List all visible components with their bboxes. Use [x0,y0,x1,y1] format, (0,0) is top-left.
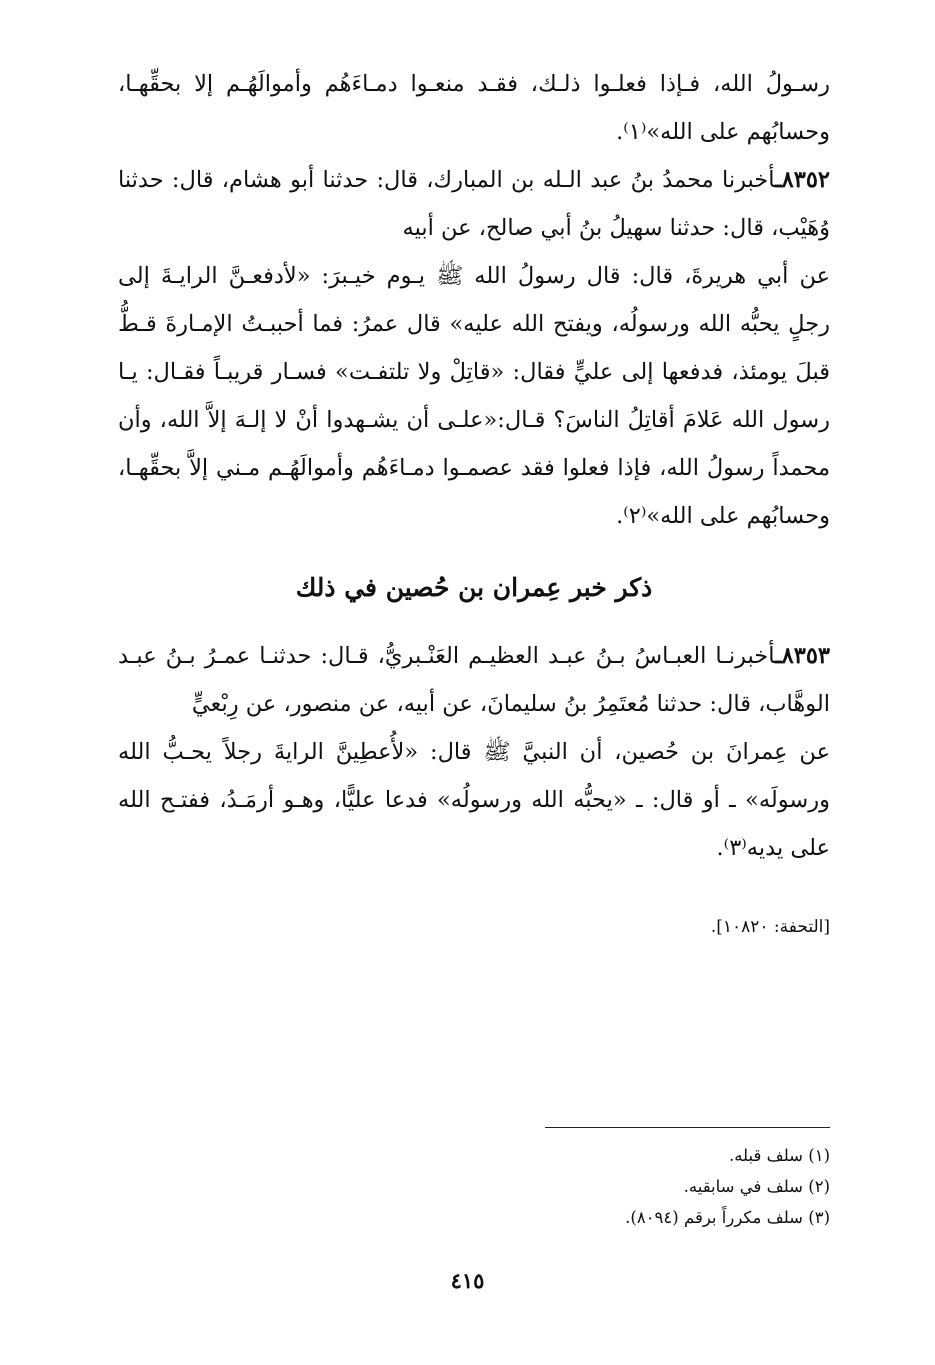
main-text [118,60,830,942]
hadith-8353-first-line [118,632,830,680]
text-line: على يديه⁽٣⁾. [716,835,830,861]
footnote-separator [545,1127,830,1128]
footnotes [545,1140,830,1233]
footnote: (٢) سلف في سابقيه. [683,1177,830,1196]
section-heading: ذكر خبر عِمران بن حُصين في ذلك [295,573,653,602]
footnote: (٣) سلف مكرراً برقم (٨٠٩٤). [625,1208,830,1227]
text-line: ورسولَه» ـ أو قال: ـ «يحبُّه الله ورسولُه» فدعا عليًّا، وهـو أرمَـدُ، ففتـح الله [118,787,830,813]
text-line: عن عِمرانَ بن حُصين، أن النبيَّ ﷺ قال: «لأُعطِينَّ الرايةَ رجلاً يحـبُّ الله [118,739,830,765]
page-number: ٤١٥ [450,1268,485,1293]
text-line: محمداً رسولُ الله، فإذا فعلوا فقد عصمـوا دمـاءَهُم وأموالَهُـم مـني إلاَّ بحقِّهـا، [118,455,830,481]
text-line: رسول الله عَلامَ أقاتِلُ الناسَ؟ قـال:«علـى أن يشـهدوا أنْ لا إلـهَ إلاَّ الله، وأن [118,407,830,433]
text-line: وحسابُهم على الله»⁽١⁾. [616,119,830,145]
text-span: أخبرنا محمدُ بنُ عبد الـله بن المبارك، قال: حدثنا أبو هشام، قال: حدثنا [118,167,776,193]
hadith-number: ٨٣٥٣ـ [775,643,830,669]
text-line: عن أبي هريرةَ، قال: قال رسولُ الله ﷺ يـوم خيـبرَ: «لأدفعـنَّ الرايـةَ إلى [118,263,830,289]
hadith-8352-first-line [118,156,830,204]
text-span: أخبرنـا العبـاسُ بـنُ عبـد العظيـم العَنْـبريُّ، قـال: حدثنـا عمـرُ بـنُ عبـد [118,643,776,669]
text-line: وحسابُهم على الله»⁽٢⁾. [616,503,830,529]
tuhfa-reference: [التحفة: ١٠٨٢٠]. [710,917,830,937]
footnote: (١) سلف قبله. [728,1146,830,1165]
text-line: رسـولُ الله، فـإذا فعلـوا ذلـك، فقـد منعـوا دمـاءَهُم وأموالَهُـم إلا بحقِّهـا، [118,71,830,97]
text-line: الوهَّاب، قال: حدثنا مُعتَمِرُ بنُ سليمانَ، عن أبيه، عن منصور، عن رِبْعيٍّ [191,691,830,717]
text-line: وُهَيْب، قال: حدثنا سهيلُ بنُ أبي صالح، عن أبيه [402,215,830,241]
hadith-number: ٨٣٥٢ـ [775,167,830,193]
text-line: رجلٍ يحبُّه الله ورسولُه، ويفتح الله عليه» قال عمرُ: فما أحببـتُ الإمـارةَ قـطُّ [118,311,830,337]
text-line: قبلَ يومئذ، فدفعها إلى عليٍّ فقال: «قاتِلْ ولا تلتفـت» فسـار قريبـاً فقـال: يـا [118,359,830,385]
